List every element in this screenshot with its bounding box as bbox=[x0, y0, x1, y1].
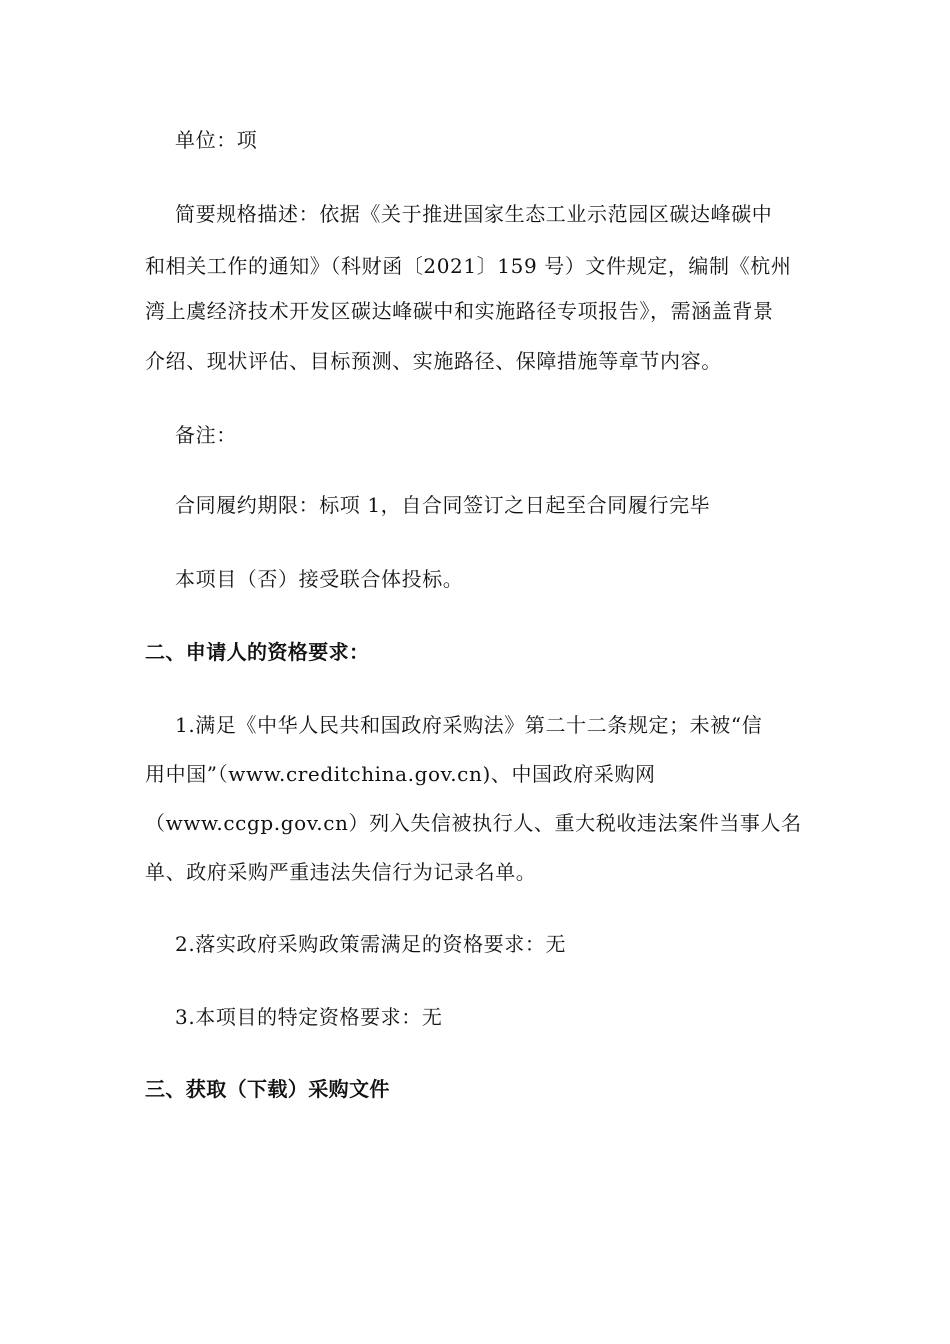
spec-line-2: 和相关工作的通知》（科财函〔2021〕159 号）文件规定，编制《杭州 bbox=[145, 254, 792, 278]
qualification-1-line-2: 用中国”（www.creditchina.gov.cn)、中国政府采购网 bbox=[145, 762, 656, 786]
qualification-1-line-4: 单、政府采购严重违法失信行为记录名单。 bbox=[145, 860, 537, 884]
section-3-heading: 三、获取（下载）采购文件 bbox=[145, 1077, 390, 1101]
section-2-heading: 二、申请人的资格要求： bbox=[145, 640, 370, 664]
qualification-2-line: 2.落实政府采购政策需满足的资格要求：无 bbox=[175, 932, 567, 956]
unit-line: 单位：项 bbox=[175, 128, 258, 152]
qualification-1-line-1: 1.满足《中华人民共和国政府采购法》第二十二条规定；未被“信 bbox=[175, 713, 763, 737]
remark-line: 备注： bbox=[175, 423, 237, 447]
spec-line-3: 湾上虞经济技术开发区碳达峰碳中和实施路径专项报告》，需涵盖背景 bbox=[145, 299, 774, 323]
qualification-1-line-3: （www.ccgp.gov.cn）列入失信被执行人、重大税收违法案件当事人名 bbox=[145, 811, 802, 835]
qualification-3-line: 3.本项目的特定资格要求：无 bbox=[175, 1005, 443, 1029]
contract-period-line: 合同履约期限：标项 1，自合同签订之日起至合同履行完毕 bbox=[175, 493, 711, 517]
consortium-line: 本项目（否）接受联合体投标。 bbox=[175, 567, 464, 591]
spec-line-1: 简要规格描述：依据《关于推进国家生态工业示范园区碳达峰碳中 bbox=[175, 202, 773, 226]
spec-line-4: 介绍、现状评估、目标预测、实施路径、保障措施等章节内容。 bbox=[145, 349, 722, 373]
